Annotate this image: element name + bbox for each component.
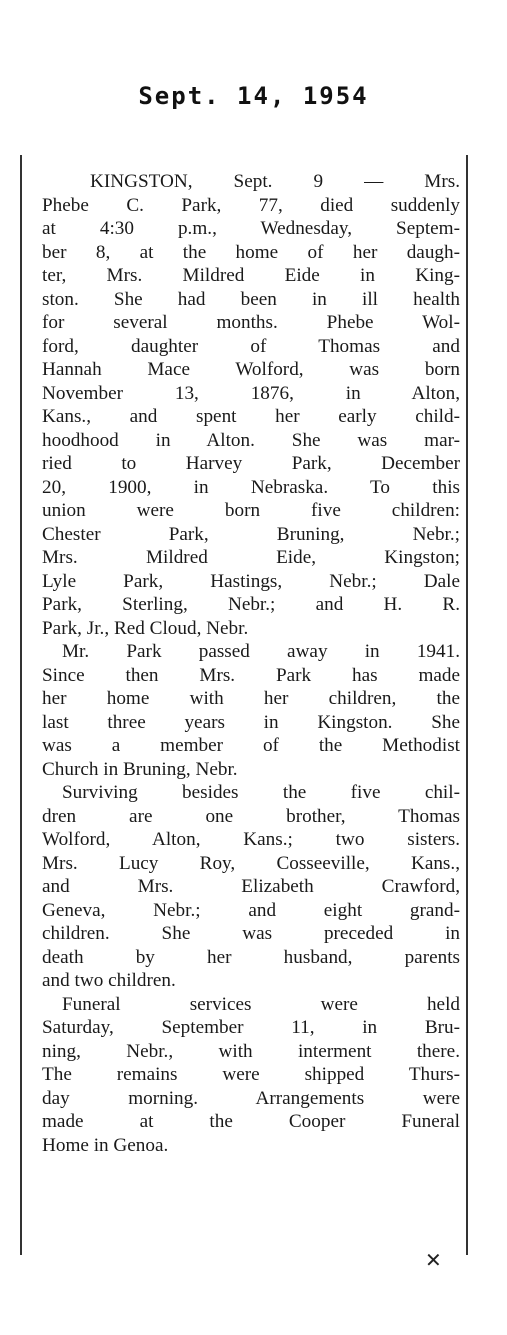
article-line: and Mrs. Elizabeth Crawford,	[42, 876, 460, 897]
article-line: Hannah Mace Wolford, was born	[42, 359, 460, 380]
article-line: Chester Park, Bruning, Nebr.;	[42, 523, 460, 545]
article-line: Church in Bruning, Nebr.	[42, 758, 238, 780]
column-rule-left	[20, 155, 22, 1255]
article-line: made at the Cooper Funeral	[42, 1111, 460, 1132]
article-line: Phebe C. Park, 77, died suddenly	[42, 194, 460, 216]
article-line: Home in Genoa.	[42, 1134, 169, 1156]
clipping-date: Sept. 14, 1954	[138, 82, 369, 110]
article-line: for several months. Phebe Wol-	[42, 312, 460, 333]
article-line: Mrs. Lucy Roy, Cosseeville, Kans.,	[42, 852, 460, 874]
article-line: KINGSTON, Sept. 9 — Mrs.	[90, 171, 460, 192]
obituary-article	[42, 170, 460, 1157]
article-line: 20, 1900, in Nebraska. To this	[42, 476, 460, 498]
article-line: hoodhood in Alton. She was mar-	[42, 429, 460, 451]
article-line: and two children.	[42, 970, 176, 991]
article-line: ter, Mrs. Mildred Eide in King-	[42, 265, 460, 286]
article-line: ried to Harvey Park, December	[42, 453, 460, 474]
article-line: November 13, 1876, in Alton,	[42, 382, 460, 404]
article-line: Since then Mrs. Park has made	[42, 664, 460, 686]
article-line: ning, Nebr., with interment there.	[42, 1040, 460, 1062]
article-line: The remains were shipped Thurs-	[42, 1064, 460, 1085]
article-line: last three years in Kingston. She	[42, 711, 460, 733]
article-line: at 4:30 p.m., Wednesday, Septem-	[42, 218, 460, 239]
article-line: Surviving besides the five chil-	[62, 782, 460, 803]
article-line: Lyle Park, Hastings, Nebr.; Dale	[42, 570, 460, 592]
article-line: death by her husband, parents	[42, 946, 460, 968]
article-line: dren are one brother, Thomas	[42, 805, 460, 827]
article-line: Mrs. Mildred Eide, Kingston;	[42, 547, 460, 568]
article-line: Saturday, September 11, in Bru-	[42, 1017, 460, 1038]
article-line: ber 8, at the home of her daugh-	[42, 241, 460, 263]
article-line: ford, daughter of Thomas and	[42, 335, 460, 357]
end-mark: ✕	[425, 1248, 442, 1272]
article-line: children. She was preceded in	[42, 923, 460, 944]
article-line: Mr. Park passed away in 1941.	[62, 641, 460, 662]
article-line: her home with her children, the	[42, 688, 460, 709]
column-rule-right	[466, 155, 468, 1255]
article-line: ston. She had been in ill health	[42, 288, 460, 310]
article-line: Geneva, Nebr.; and eight grand-	[42, 899, 460, 921]
article-line: day morning. Arrangements were	[42, 1087, 460, 1109]
article-line: Wolford, Alton, Kans.; two sisters.	[42, 829, 460, 850]
article-line: Park, Jr., Red Cloud, Nebr.	[42, 617, 249, 639]
article-line: Funeral services were held	[62, 993, 460, 1015]
article-line: Park, Sterling, Nebr.; and H. R.	[42, 594, 460, 615]
article-line: was a member of the Methodist	[42, 735, 460, 756]
article-line: Kans., and spent her early child-	[42, 406, 460, 427]
article-line: union were born five children:	[42, 500, 460, 521]
